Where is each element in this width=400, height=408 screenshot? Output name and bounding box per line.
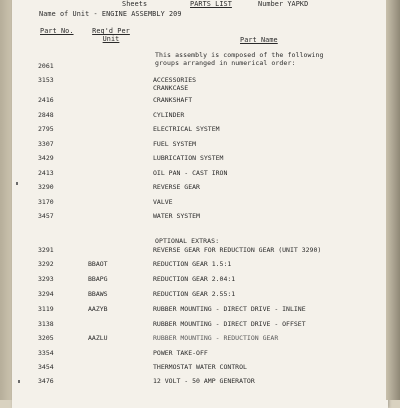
- table-row: [0, 125, 400, 135]
- part-number: 3354: [38, 349, 54, 357]
- unit-name: Name of Unit - ENGINE ASSEMBLY 209: [39, 10, 182, 18]
- part-name: RUBBER MOUNTING - DIRECT DRIVE - INLINE: [153, 305, 306, 313]
- part-name: REDUCTION GEAR 1.5:1: [153, 260, 232, 268]
- table-row: [0, 198, 400, 208]
- part-name: REDUCTION GEAR 2.55:1: [153, 290, 236, 298]
- intro-line-2: groups arranged in numerical order:: [155, 59, 296, 67]
- reqd-per-unit: AAZLU: [88, 334, 108, 342]
- part-name: POWER TAKE-OFF: [153, 349, 208, 357]
- document-number: Number YAPKD: [258, 0, 309, 8]
- binder-mark: [16, 182, 18, 185]
- part-name: THERMOSTAT WATER CONTROL: [153, 363, 247, 371]
- part-name: REVERSE GEAR: [153, 183, 200, 191]
- part-name: REVERSE GEAR FOR REDUCTION GEAR (UNIT 3290): [153, 246, 322, 254]
- table-row: [0, 363, 400, 373]
- part-name: 12 VOLT - 50 AMP GENERATOR: [153, 377, 255, 385]
- reqd-per-unit: AAZYB: [88, 305, 108, 313]
- optional-extras-title: OPTIONAL EXTRAS:: [155, 237, 220, 245]
- table-row: [0, 169, 400, 179]
- part-number: 3138: [38, 320, 54, 328]
- table-row: [0, 349, 400, 359]
- document-title: PARTS LIST: [190, 0, 232, 8]
- part-name: OIL PAN - CAST IRON: [153, 169, 228, 177]
- part-number: 2416: [38, 96, 54, 104]
- table-row: [0, 183, 400, 193]
- table-row: [0, 246, 400, 256]
- table-row: [0, 212, 400, 222]
- table-row: [0, 334, 400, 344]
- part-name: WATER SYSTEM: [153, 212, 200, 220]
- table-row: [0, 84, 400, 94]
- table-row: [0, 154, 400, 164]
- table-row: [0, 377, 400, 387]
- part-number: 3294: [38, 290, 54, 298]
- part-number: 2795: [38, 125, 54, 133]
- part-name: REDUCTION GEAR 2.04:1: [153, 275, 236, 283]
- part-number: 3307: [38, 140, 54, 148]
- part-name: CRANKSHAFT: [153, 96, 193, 104]
- table-row: [0, 96, 400, 106]
- table-row: [0, 305, 400, 315]
- part-name: CRANKCASE: [153, 84, 189, 92]
- reqd-per-unit: BBAPG: [88, 275, 108, 283]
- part-number: 3292: [38, 260, 54, 268]
- reqd-per-unit: BBAWS: [88, 290, 108, 298]
- part-number: 3119: [38, 305, 54, 313]
- binder-mark: [18, 380, 20, 383]
- part-name: CYLINDER: [153, 111, 185, 119]
- part-name: RUBBER MOUNTING - DIRECT DRIVE - OFFSET: [153, 320, 306, 328]
- part-number: 3476: [38, 377, 54, 385]
- column-header-reqd-per-unit: Req'd Per Unit: [92, 27, 130, 43]
- part-number: 3293: [38, 275, 54, 283]
- part-number: 3291: [38, 246, 54, 254]
- part-name: ACCESSORIES: [153, 76, 197, 84]
- part-name: ELECTRICAL SYSTEM: [153, 125, 220, 133]
- column-header-part-name: Part Name: [240, 36, 278, 44]
- part-number: 2848: [38, 111, 54, 119]
- intro-line-1: This assembly is composed of the following: [155, 51, 324, 59]
- table-row: [0, 290, 400, 300]
- part-name: VALVE: [153, 198, 173, 206]
- part-name: LUBRICATION SYSTEM: [153, 154, 224, 162]
- part-number: 3454: [38, 363, 54, 371]
- part-number: 3290: [38, 183, 54, 191]
- table-row: [0, 320, 400, 330]
- part-number: 3170: [38, 198, 54, 206]
- table-row: [0, 275, 400, 285]
- table-row: [0, 140, 400, 150]
- part-number: 2061: [38, 62, 54, 70]
- reqd-per-unit: BBAOT: [88, 260, 108, 268]
- part-number: 3205: [38, 334, 54, 342]
- part-number: 3457: [38, 212, 54, 220]
- part-name: RUBBER MOUNTING - REDUCTION GEAR: [153, 334, 279, 342]
- column-header-part-no: Part No.: [40, 27, 74, 35]
- part-number: 3153: [38, 76, 54, 84]
- part-number: 2413: [38, 169, 54, 177]
- table-row: [0, 111, 400, 121]
- part-number: 3429: [38, 154, 54, 162]
- table-row: [0, 260, 400, 270]
- table-row: [0, 62, 400, 72]
- part-name: FUEL SYSTEM: [153, 140, 197, 148]
- sheets-label: Sheets: [122, 0, 148, 8]
